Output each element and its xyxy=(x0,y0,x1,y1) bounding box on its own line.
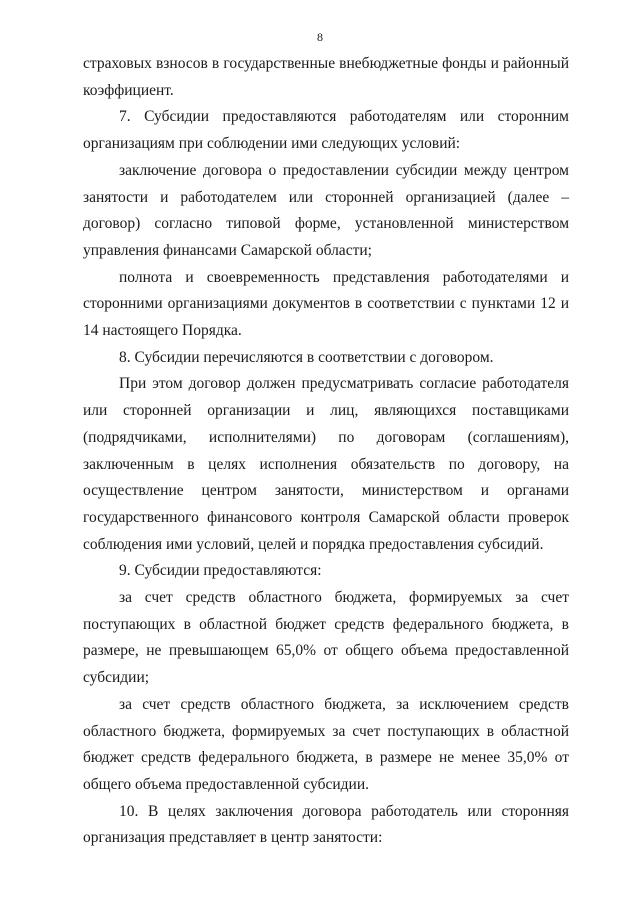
paragraph-consent: При этом договор должен предусматривать согласие работодателя или сторонней организации и лиц, являющихся поставщиками (подрядчиками, исполнителями) по договорам (соглашениям), заключенным в целях исполнения обязательств по договору, на осуществление центром занятости, министерством и органами государственного финансового контроля Самарской области проверок соблюдения ими условий, целей и порядка предоставления субсидий. xyxy=(83,375,569,553)
paragraph-item-8: 8. Субсидии перечисляются в соответствии с договором. xyxy=(119,348,494,366)
paragraph-continuation: страховых взносов в государственные внебюджетные фонды и районный коэффициент. xyxy=(83,55,569,99)
paragraph-item-7: 7. Субсидии предоставляются работодателям или сторонним организациям при соблюдении ими следующих условий: xyxy=(83,108,569,153)
paragraph-condition-documents: полнота и своевременность представления работодателями и сторонними организациями документов в соответствии с пунктами 12 и 14 настоящего Порядка. xyxy=(83,268,569,340)
paragraph-item-10: 10. В целях заключения договора работодатель или сторонняя организация представляет в центр занятости: xyxy=(83,802,569,847)
paragraph-item-9: 9. Субсидии предоставляются: xyxy=(119,562,322,580)
paragraph-condition-contract: заключение договора о предоставлении субсидии между центром занятости и работодателем или сторонней организацией (далее – договор) согласно типовой форме, установленной министерством управления финансами Самарской области; xyxy=(83,161,569,259)
page-number: 8 xyxy=(317,30,323,44)
paragraph-federal-share: за счет средств областного бюджета, формируемых за счет поступающих в областной бюджет средств федерального бюджета, в размере, не превышающем 65,0% от общего объема предоставленной субсидии; xyxy=(83,589,569,687)
document-body xyxy=(83,51,569,852)
paragraph-regional-share: за счет средств областного бюджета, за исключением средств областного бюджета, формируемых за счет поступающих в областной бюджет средств федерального бюджета, в размере не менее 35,0% от общего объема предоставленной субсидии. xyxy=(83,695,569,793)
